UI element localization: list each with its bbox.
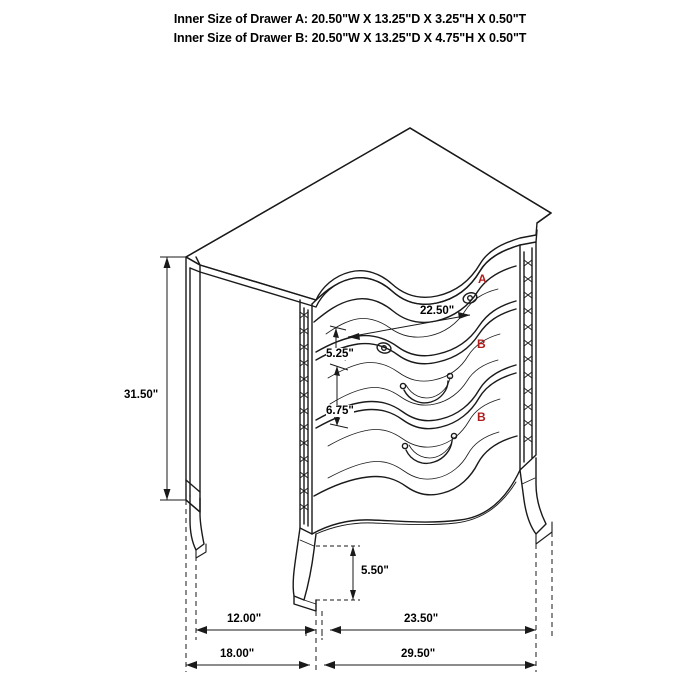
leg-height-label: 5.50" [361,565,389,577]
drawer-b1-front [316,309,516,421]
drawer-b-inner-size: Inner Size of Drawer B: 20.50"W X 13.25"D X 4.75"H X 0.50"T [173,31,527,45]
callout-drawer-b2: B [477,410,486,424]
left-mirror-trim-column [300,300,312,534]
drawer-a-height-label: 5.25" [326,348,354,360]
left-side-panel [186,257,200,512]
drawer-width-label: 22.50" [420,305,455,317]
drawer-a-inner-size: Inner Size of Drawer A: 20.50"W X 13.25"D X 3.25"H X 0.50"T [173,12,527,26]
front-apron [316,482,516,534]
side-depth-label: 12.00" [227,613,262,625]
base-width-label: 29.50" [401,648,436,660]
drawer-b-height-label: 6.75" [326,405,354,417]
right-mirror-trim-column [520,242,536,470]
front-width-label: 23.50" [404,613,439,625]
base-depth-label: 18.00" [220,648,255,660]
front-face [312,245,520,534]
drawer-b2-front [314,373,517,496]
callout-drawer-b1: B [477,337,486,351]
callout-drawer-a: A [478,272,487,286]
overall-height-label: 31.50" [124,389,159,401]
top-panel [186,128,551,307]
legs [190,458,552,611]
